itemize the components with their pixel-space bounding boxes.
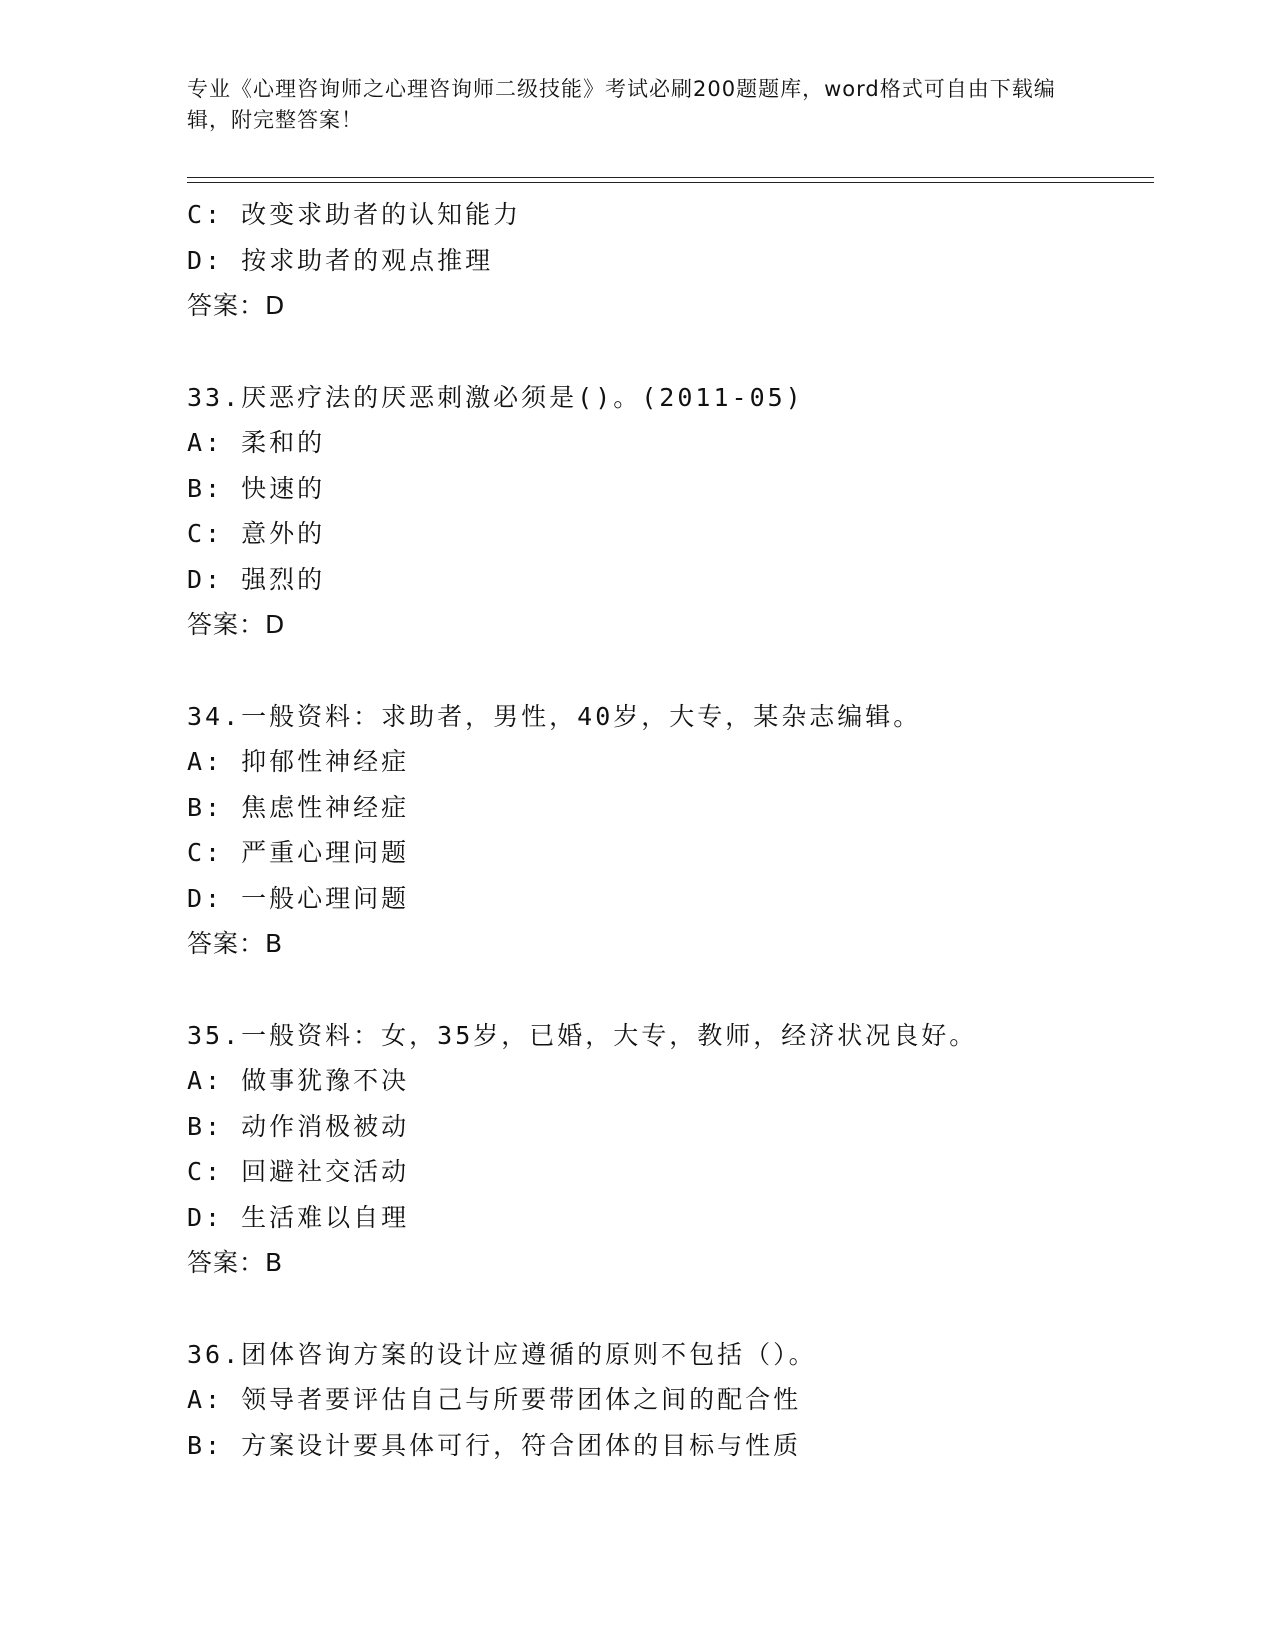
question-35 [187,1013,1147,1286]
question-stem: 34.一般资料：求助者，男性，40岁，大专，某杂志编辑。 [187,701,922,731]
document-header [187,74,1077,136]
header-rule-bottom [187,182,1154,183]
option-a: A: 做事犹豫不决 [187,1066,410,1095]
option-c: C: 回避社交活动 [187,1157,410,1186]
spacer [187,648,1147,694]
document-body [187,192,1147,1468]
question-stem: 36.团体咨询方案的设计应遵循的原则不包括（）。 [187,1339,817,1369]
option-c: C: 意外的 [187,519,326,548]
spacer [187,329,1147,375]
header-rule-top [187,177,1154,178]
question-34 [187,694,1147,967]
option-d: D: 生活难以自理 [187,1202,410,1232]
option-b: B: 动作消极被动 [187,1111,410,1141]
answer-line: 答案：D [187,610,286,639]
option-c: C: 严重心理问题 [187,838,410,867]
option-b: B: 方案设计要具体可行，符合团体的目标与性质 [187,1430,802,1460]
question-36 [187,1332,1147,1469]
answer-line: 答案：D [187,291,286,320]
option-d: D: 强烈的 [187,564,326,594]
answer-line: 答案：B [187,1248,284,1277]
question-stem: 33.厌恶疗法的厌恶刺激必须是()。(2011-05) [187,382,804,412]
option-b: B: 快速的 [187,473,326,503]
option-b: B: 焦虑性神经症 [187,792,410,822]
option-c: C: 改变求助者的认知能力 [187,200,522,229]
spacer [187,967,1147,1013]
question-continued [187,192,1147,329]
option-d: D: 按求助者的观点推理 [187,245,494,275]
question-stem: 35.一般资料：女，35岁，已婚，大专，教师，经济状况良好。 [187,1020,978,1050]
option-d: D: 一般心理问题 [187,883,410,913]
option-a: A: 领导者要评估自己与所要带团体之间的配合性 [187,1385,802,1414]
answer-line: 答案：B [187,929,284,958]
question-33 [187,375,1147,648]
option-a: A: 抑郁性神经症 [187,747,410,776]
spacer [187,1286,1147,1332]
header-title: 专业《心理咨询师之心理咨询师二级技能》考试必刷200题题库，word格式可自由下载编辑，附完整答案！ [187,77,1056,132]
option-a: A: 柔和的 [187,428,326,457]
